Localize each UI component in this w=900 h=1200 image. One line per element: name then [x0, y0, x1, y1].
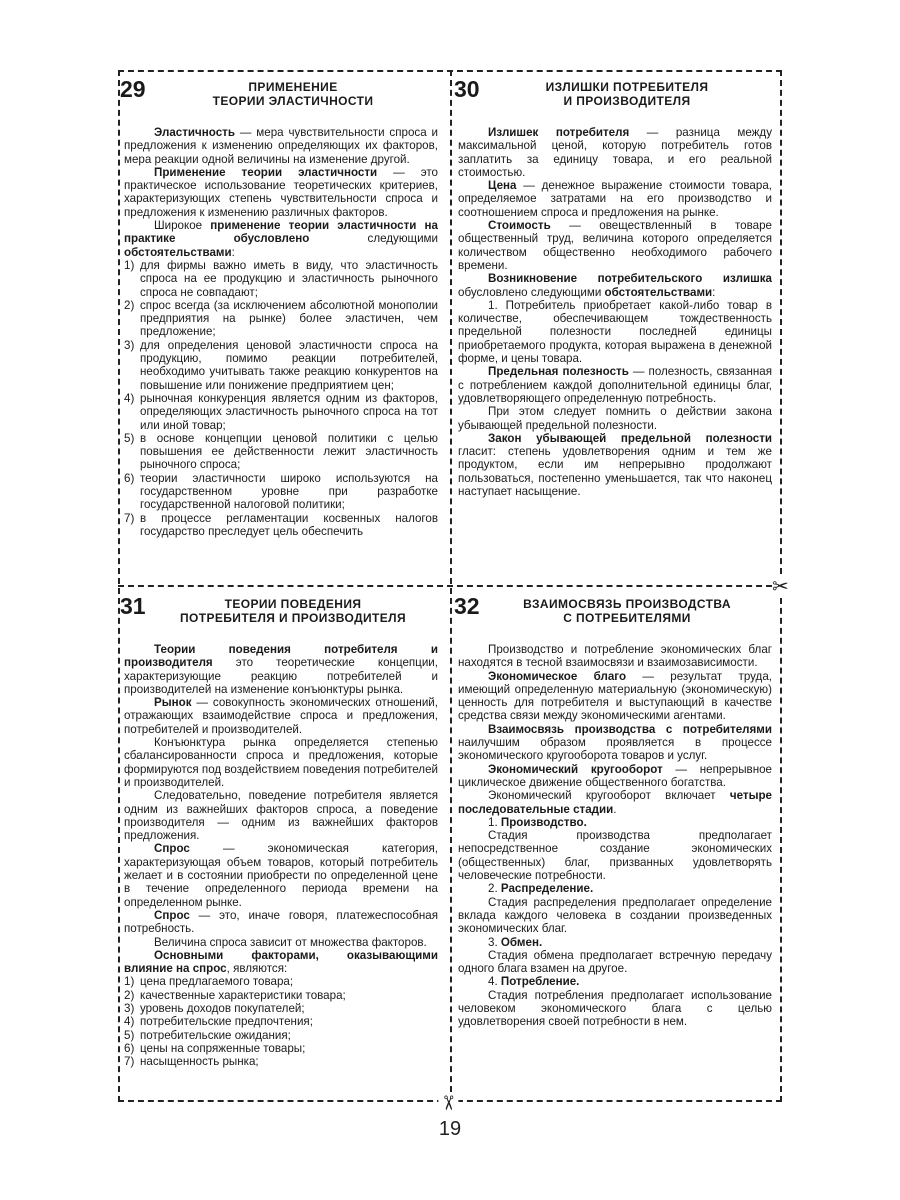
- paragraph: [124, 949, 438, 976]
- term: Экономический кругооборот: [488, 762, 663, 776]
- list-item: [124, 975, 438, 988]
- list-item: [124, 1055, 438, 1068]
- text: рыночная конкуренция является одним из факторов, определяющих эластичность рыночного спроса на тот или иной товар;: [140, 391, 438, 432]
- term: Закон убывающей предельной полезности: [488, 431, 772, 445]
- term: Излишек потребителя: [488, 126, 630, 139]
- text: 1. Потребитель приобретает какой-либо товар в количестве, обеспечивающем тождественность предельной полезности последней единицы приобретаемого продукта, которая выражена в денежной форме, и цены товара.: [458, 298, 772, 366]
- text: :: [712, 285, 716, 299]
- list-number: 1): [124, 258, 135, 272]
- list-item: [124, 339, 438, 392]
- text: для определения ценовой эластичности спроса на продукцию, помимо реакции потребителей, необходимо учитывать также реакцию конкурентов на повышение или понижение предприятием цен;: [140, 338, 438, 392]
- card-30: [454, 76, 772, 499]
- term: Обмен.: [500, 935, 543, 949]
- text: — экономическая категория, характеризующая объем товаров, который потребитель желает и в состоянии приобрести по определенной цене в течение определенного периода времени на определенном рынке.: [124, 842, 438, 909]
- text: .: [613, 802, 617, 816]
- text: гласит: степень удовлетворения одним и тем же продуктом, если им непрерывно продолжают пользоваться, постепенно уменьшается, так что наконец наступает насыщение.: [458, 445, 772, 499]
- term: Цена: [488, 179, 517, 193]
- text: Стадия производства предполагает непосредственное создание экономических (общественных) благ, призванных удовлетворять человеческие потребности.: [458, 829, 772, 883]
- list-number: 3): [124, 338, 135, 352]
- text: Величина спроса зависит от множества факторов.: [154, 935, 427, 949]
- term: Потребление.: [500, 975, 580, 989]
- card-title: ИЗЛИШКИ ПОТРЕБИТЕЛЯ И ПРОИЗВОДИТЕЛЯ: [545, 80, 709, 108]
- term: Распределение.: [500, 882, 594, 896]
- text: — мера чувствительности спроса и предложения к изменению определяющих их факторов, мера реакции одной величины на изменение другой.: [124, 126, 438, 166]
- term: Стоимость: [488, 219, 551, 233]
- text: Экономический кругооборот включает: [488, 789, 730, 803]
- list-item: [124, 259, 438, 299]
- list-item: [124, 1015, 438, 1028]
- text: — денежное выражение стоимости товара, определяемое затратами на его производство и соотношением спроса и предложения на рынке.: [458, 179, 772, 219]
- term: Применение теории эластичности: [154, 165, 378, 179]
- text: качественные характеристики товара;: [140, 988, 346, 1002]
- paragraph: [124, 219, 438, 259]
- paragraph: [458, 829, 772, 882]
- text: Стадия распределения предполагает определение вклада каждого человека в создании произведенных экономических благ.: [458, 895, 772, 936]
- card-title: ПРИМЕНЕНИЕ ТЕОРИИ ЭЛАСТИЧНОСТИ: [212, 80, 374, 108]
- card-29: [120, 76, 438, 538]
- text: — результат труда, имеющий определенную материальную (экономическую) ценность для потребителя и выступающий в качестве средства связи между экономическими агентами.: [458, 669, 772, 723]
- list-item: [124, 1042, 438, 1055]
- paragraph: [124, 736, 438, 789]
- paragraph: [458, 299, 772, 365]
- text: — совокупность экономических отношений, отражающих взаимодействие спроса и предложения, потребителей и производителей.: [124, 696, 438, 736]
- list-number: 5): [124, 431, 135, 445]
- paragraph: [458, 989, 772, 1029]
- paragraph: [124, 909, 438, 936]
- term: обстоятельствами: [604, 285, 713, 299]
- paragraph: [458, 816, 772, 829]
- text: 2.: [488, 882, 501, 896]
- text: 3.: [488, 935, 501, 949]
- paragraph: [458, 179, 772, 219]
- list-number: 4): [124, 391, 135, 405]
- card-number: 31: [120, 593, 146, 619]
- list-number: 6): [124, 1041, 135, 1055]
- list-item: [124, 299, 438, 339]
- paragraph: [458, 882, 772, 895]
- term: Взаимосвязь производства с потребителями: [488, 722, 772, 736]
- text: следующими: [309, 232, 438, 246]
- horizontal-cut-line: [118, 585, 782, 587]
- paragraph: [124, 126, 438, 166]
- paragraph: [124, 643, 438, 696]
- list-number: 2): [124, 988, 135, 1002]
- card-32: [454, 593, 772, 1029]
- paragraph: [458, 219, 772, 272]
- text: Стадия обмена предполагает встречную передачу одного блага взамен на другое.: [458, 948, 772, 976]
- text: в основе концепции ценовой политики с целью повышения ее действенности лежит эластичность рыночного спроса;: [140, 431, 438, 472]
- paragraph: [458, 670, 772, 723]
- paragraph: [458, 643, 772, 670]
- paragraph: [124, 696, 438, 736]
- text: — разница между максимальной ценой, которую потребитель готов заплатить за единицу товара, и его реальной стоимостью.: [458, 126, 772, 179]
- text: — непрерывное циклическое движение общественного богатства.: [458, 762, 772, 789]
- card-number: 30: [454, 76, 480, 102]
- paragraph: [458, 126, 772, 179]
- term: Экономическое благо: [488, 669, 627, 683]
- paragraph: [458, 789, 772, 816]
- text: это теоретические концепции, характеризующие реакцию потребителей и производителей на изменение конъюнктуры рынка.: [124, 656, 438, 696]
- text: для фирмы важно иметь в виду, что эластичность спроса на ее продукцию и эластичность рыночного спроса не совпадают;: [140, 258, 438, 299]
- paragraph: [458, 949, 772, 976]
- paragraph: [458, 432, 772, 498]
- paragraph: [124, 842, 438, 908]
- scissors-icon: ✂: [772, 574, 789, 598]
- text: — овеществленный в товаре общественный труд, величина которого определяется количеством общественно необходимого рабочего времени.: [458, 219, 772, 272]
- paragraph: [458, 365, 772, 405]
- text: Широкое: [154, 219, 211, 233]
- paragraph: [458, 975, 772, 988]
- list-item: [124, 1002, 438, 1015]
- text: уровень доходов покупателей;: [140, 1002, 305, 1016]
- card-number: 29: [120, 76, 146, 102]
- list-item: [124, 512, 438, 539]
- card-number: 32: [454, 593, 480, 619]
- text: — это, иначе говоря, платежеспособная потребность.: [124, 908, 438, 936]
- term: Спрос: [154, 842, 190, 856]
- text: :: [231, 245, 235, 259]
- text: 1.: [488, 815, 501, 829]
- paragraph: [458, 763, 772, 790]
- text: Следовательно, поведение потребителя является одним из важнейших факторов спроса, а поведение производителя — одним из важнейших факторов предложения.: [124, 789, 438, 843]
- list-number: 7): [124, 511, 135, 525]
- list-number: 3): [124, 1002, 135, 1016]
- paragraph: [458, 405, 772, 432]
- card-title: ВЗАИМОСВЯЗЬ ПРОИЗВОДСТВА С ПОТРЕБИТЕЛЯМИ: [523, 597, 731, 625]
- text: насыщенность рынка;: [140, 1055, 259, 1069]
- text: в процессе регламентации косвенных налогов государство преследует цель обеспечить: [140, 511, 438, 538]
- term: Эластичность: [154, 126, 235, 139]
- text: цена предлагаемого товара;: [140, 975, 294, 989]
- term: Производство.: [500, 815, 587, 829]
- paragraph: [458, 272, 772, 299]
- list-number: 7): [124, 1055, 135, 1069]
- text: теории эластичности широко используются на государственном уровне при разработке государственной налоговой политики;: [140, 471, 438, 512]
- term: четыре последовательные стадии: [458, 789, 772, 816]
- list-item: [124, 392, 438, 432]
- text: цены на сопряженные товары;: [140, 1041, 306, 1055]
- term: применение теории эластичности на практике обусловлено: [124, 219, 438, 246]
- term: Возникновение потребительского излишка: [488, 272, 772, 286]
- card-31: [120, 593, 438, 1069]
- list-number: 6): [124, 471, 135, 485]
- term: обстоятельствами: [124, 245, 232, 259]
- list-item: [124, 1029, 438, 1042]
- list-number: 4): [124, 1015, 135, 1029]
- text: потребительские предпочтения;: [140, 1015, 313, 1029]
- text: — это практическое использование теоретических критериев, характеризующих степень чувствительности спроса и предложения к изменению различных факторов.: [124, 165, 438, 219]
- term: Рынок: [154, 696, 192, 710]
- text: потребительские ожидания;: [140, 1028, 291, 1042]
- text: Стадия потребления предполагает использование человеком экономического блага с целью удовлетворения своей потребности в нем.: [458, 988, 772, 1029]
- paragraph: [124, 789, 438, 842]
- text: При этом следует помнить о действии закона убывающей предельной полезности.: [458, 405, 772, 432]
- list-number: 2): [124, 298, 135, 312]
- text: Производство и потребление экономических благ находятся в тесной взаимосвязи и взаимозависимости.: [458, 643, 772, 670]
- paragraph: [458, 936, 772, 949]
- text: спрос всегда (за исключением абсолютной монополии предприятия на рынке) более эластичен, чем предложение;: [140, 298, 438, 339]
- text: Конъюнктура рынка определяется степенью сбалансированности спроса и предложения, которые формируются под воздействием поведения потребителей и производителей.: [124, 736, 438, 789]
- term: Основными факторами, оказывающими влияние на спрос: [124, 948, 438, 976]
- list-item: [124, 472, 438, 512]
- text: — полезность, связанная с потреблением каждой дополнительной единицы благ, удовлетворяющего определенную потребность.: [458, 365, 772, 405]
- term: Предельная полезность: [488, 365, 629, 379]
- list-item: [124, 989, 438, 1002]
- card-title: ТЕОРИИ ПОВЕДЕНИЯ ПОТРЕБИТЕЛЯ И ПРОИЗВОДИТЕЛЯ: [179, 597, 407, 625]
- text: наилучшим образом проявляется в процессе экономического кругооборота товаров и услуг.: [458, 736, 772, 763]
- term: Теории поведения потребителя и производителя: [124, 643, 438, 670]
- page-number: 19: [438, 1118, 462, 1140]
- text: обусловлено следующими: [458, 285, 605, 299]
- list-number: 5): [124, 1028, 135, 1042]
- scissors-icon: ✂: [436, 1094, 461, 1112]
- paragraph: [124, 936, 438, 949]
- term: Спрос: [154, 908, 190, 922]
- paragraph: [458, 723, 772, 763]
- text: 4.: [488, 975, 501, 989]
- paragraph: [458, 896, 772, 936]
- paragraph: [124, 166, 438, 219]
- list-item: [124, 432, 438, 472]
- list-number: 1): [124, 975, 135, 989]
- text: , являются:: [226, 962, 288, 976]
